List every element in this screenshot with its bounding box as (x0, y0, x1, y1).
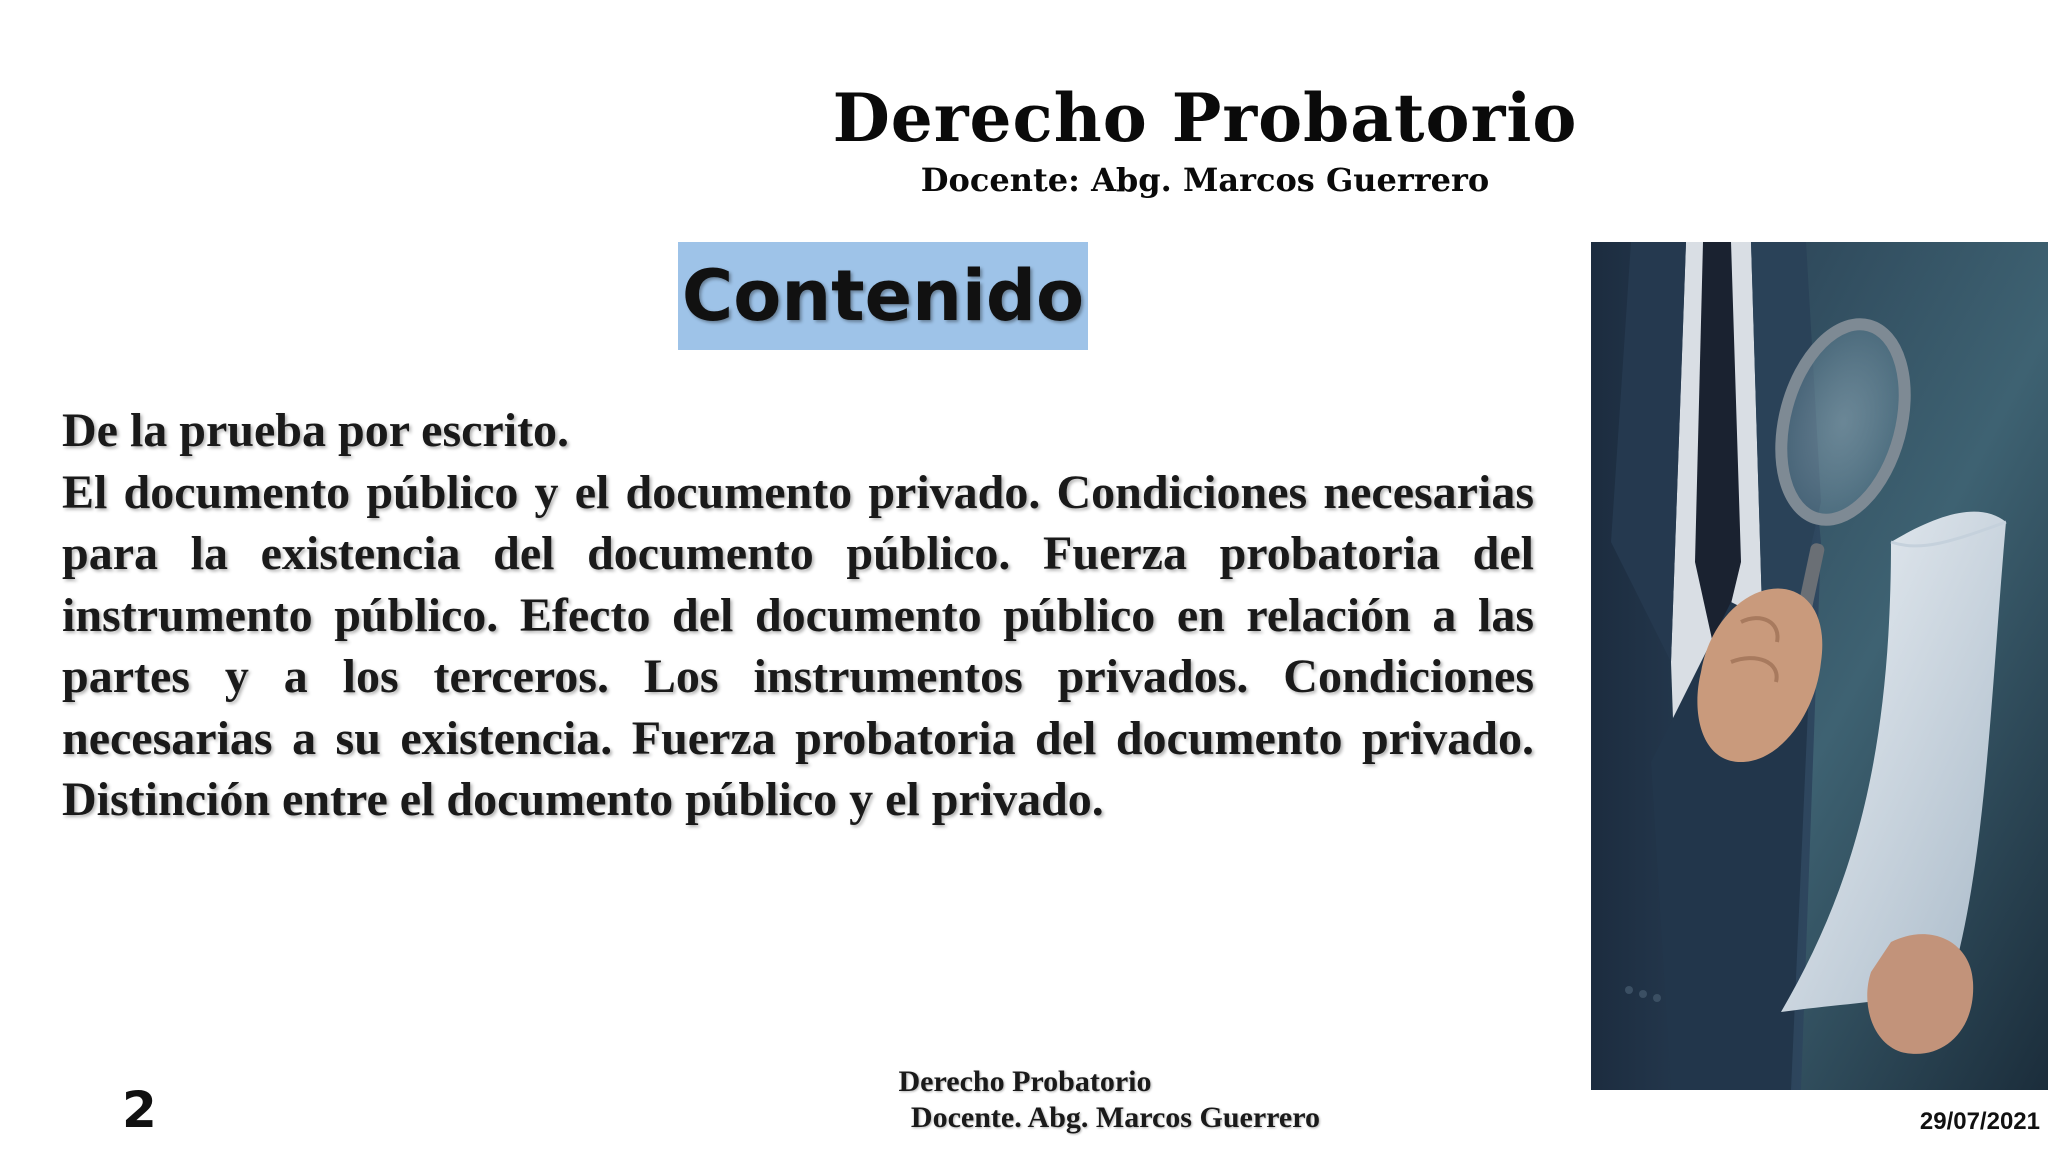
footer-teacher: Docente. Abg. Marcos Guerrero (910, 1101, 1320, 1134)
slide-subtitle: Docente: Abg. Marcos Guerrero (920, 161, 1490, 199)
contenido-heading: Contenido (681, 255, 1085, 337)
footer-course: Derecho Probatorio (898, 1065, 1152, 1098)
slide-title: Derecho Probatorio (832, 79, 1578, 157)
contenido-heading-box (678, 242, 1088, 350)
content-paragraph: De la prueba por escrito. (62, 404, 570, 457)
magnifying-glass-document-photo (1591, 242, 2048, 1090)
content-paragraph: El documento público y el documento privado. Condiciones necesarias para la existencia del documento público. Fuerza probatoria del instrumento público. Efecto del documento público en relación a las partes y a los terceros. Los instrumentos privados. Condiciones necesarias a su existencia. Fuerza probatoria del documento privado. Distinción entre el documento público y el privado. (62, 465, 1534, 826)
content-body (62, 400, 1534, 831)
slide-number: 2 (122, 1081, 157, 1139)
footer-date: 29/07/2021 (1919, 1108, 2040, 1135)
